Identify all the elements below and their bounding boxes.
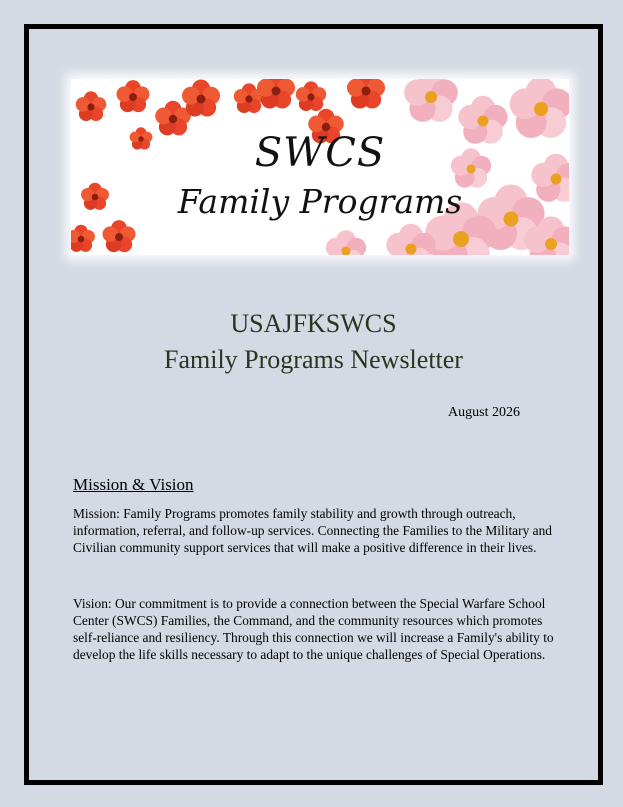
section-heading: Mission & Vision bbox=[73, 475, 194, 494]
banner-subtitle: Family Programs bbox=[177, 182, 463, 221]
newsletter-date: August 2026 bbox=[448, 405, 520, 420]
mission-paragraph: Mission: Family Programs promotes family stability and growth through outreach, information, referral, and follow-up services. Connecting the Families to the Military and Civilian community support services that will make a positive difference in their lives. bbox=[73, 506, 552, 555]
banner-image bbox=[71, 79, 569, 255]
page-frame bbox=[24, 24, 603, 785]
newsletter-org: USAJFKSWCS bbox=[230, 309, 397, 338]
banner-title: SWCS bbox=[254, 130, 386, 176]
newsletter-title: Family Programs Newsletter bbox=[164, 345, 463, 374]
vision-paragraph: Vision: Our commitment is to provide a connection between the Special Warfare School Center (SWCS) Families, the Command, and the community resources which promotes self-reliance and resiliency. Through this connection we will increase a Family's ability to develop the life skills necessary to adapt to the unique challenges of Special Operations. bbox=[73, 596, 554, 662]
